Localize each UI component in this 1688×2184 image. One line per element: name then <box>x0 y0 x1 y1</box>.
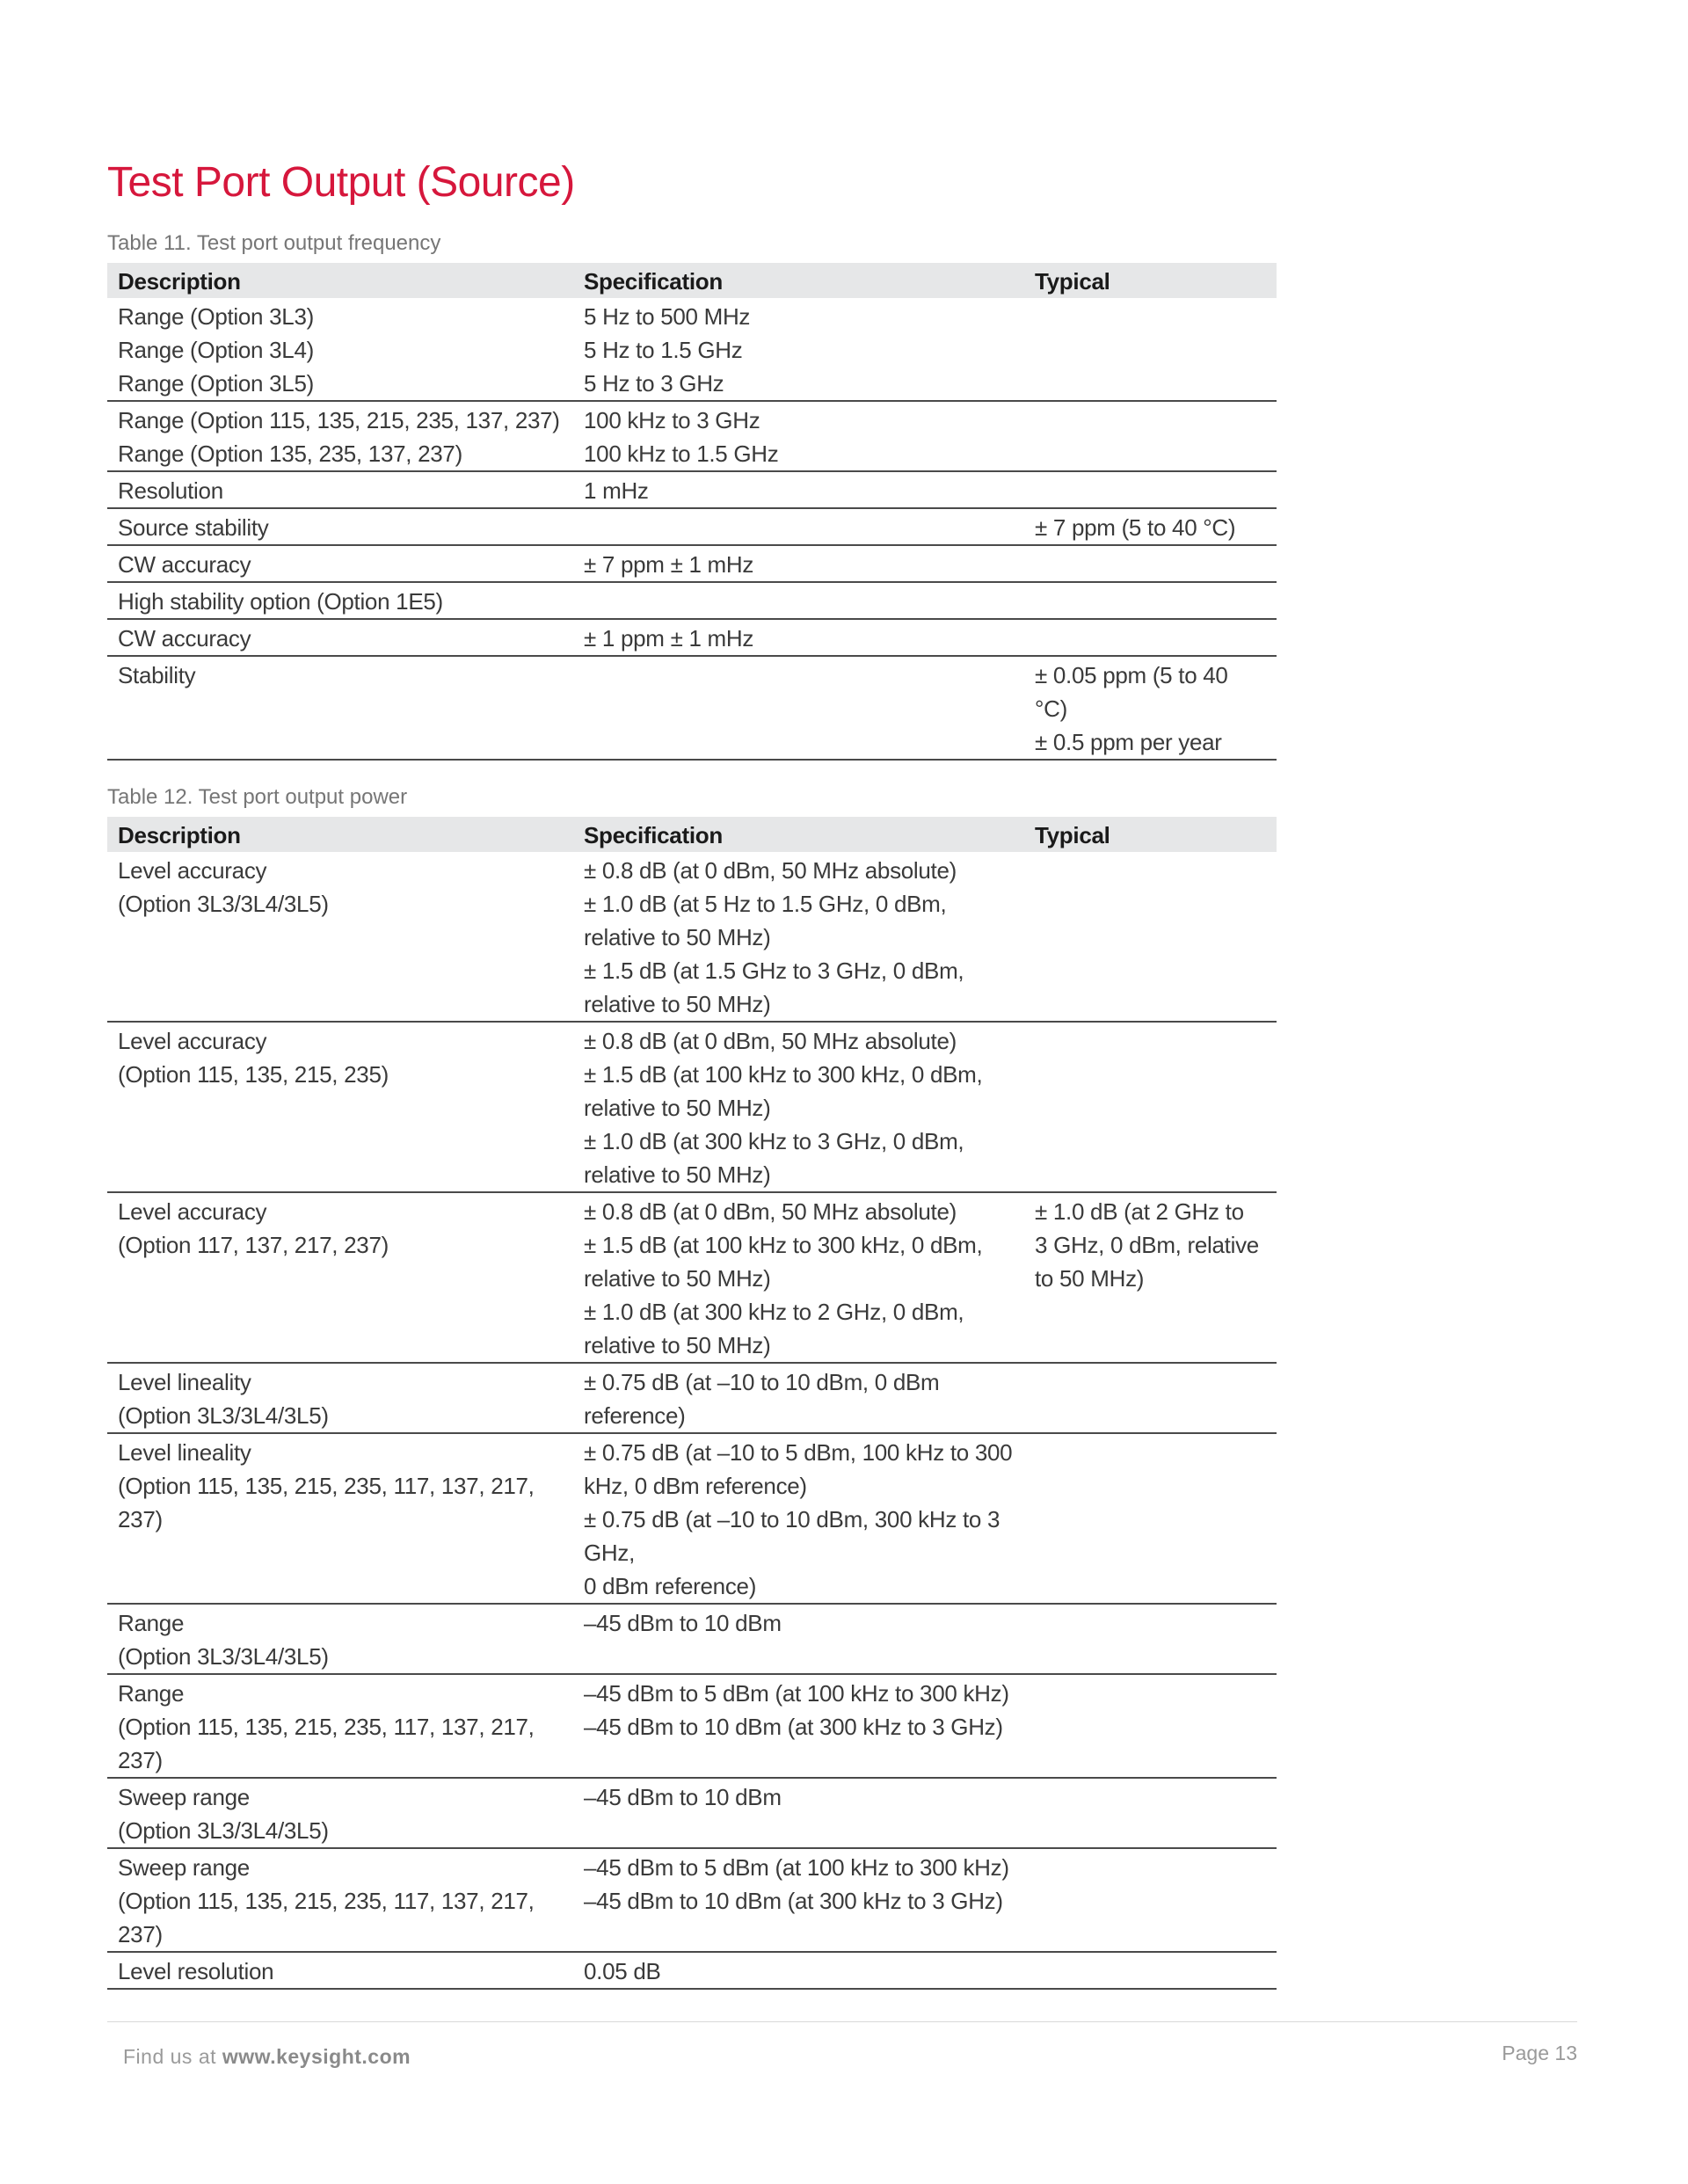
cell-line: reference) <box>584 1402 686 1429</box>
cell-line: Sweep range <box>118 1854 250 1881</box>
cell-line: relative to 50 MHz) <box>584 1332 771 1358</box>
cell-line: 1 mHz <box>584 477 649 504</box>
page-content <box>107 158 1277 2014</box>
table-row <box>107 1778 1277 1848</box>
specification-cell <box>573 508 1024 545</box>
cell-line: –45 dBm to 5 dBm (at 100 kHz to 300 kHz) <box>584 1854 1009 1881</box>
cell-line: ± 1.0 dB (at 5 Hz to 1.5 GHz, 0 dBm, <box>584 891 947 917</box>
cell-line: –45 dBm to 10 dBm <box>584 1784 782 1810</box>
cell-line: ± 1.5 dB (at 100 kHz to 300 kHz, 0 dBm, <box>584 1061 983 1088</box>
specification-cell <box>573 1674 1024 1778</box>
cell-line: 3 GHz, 0 dBm, relative <box>1035 1232 1259 1258</box>
specification-cell <box>573 1433 1024 1604</box>
table-header-row <box>107 263 1277 298</box>
cell-line: (Option 3L3/3L4/3L5) <box>118 1643 329 1670</box>
footer-prefix: Find us at <box>123 2045 222 2068</box>
specification-cell <box>573 1022 1024 1192</box>
table-row <box>107 401 1277 471</box>
table-row <box>107 471 1277 508</box>
cell-line: relative to 50 MHz) <box>584 991 771 1017</box>
description-cell <box>107 1674 573 1778</box>
cell-line: ± 1.5 dB (at 1.5 GHz to 3 GHz, 0 dBm, <box>584 957 964 984</box>
cell-line: (Option 3L3/3L4/3L5) <box>118 891 329 917</box>
column-header: Typical <box>1024 263 1277 298</box>
typical-cell <box>1024 619 1277 656</box>
description-cell <box>107 1192 573 1363</box>
typical-cell <box>1024 1778 1277 1848</box>
typical-cell <box>1024 508 1277 545</box>
cell-line: relative to 50 MHz) <box>584 924 771 950</box>
cell-line: ± 0.75 dB (at –10 to 10 dBm, 300 kHz to 3 <box>584 1506 1000 1532</box>
cell-line: 100 kHz to 3 GHz <box>584 407 760 433</box>
cell-line: (Option 117, 137, 217, 237) <box>118 1232 389 1258</box>
specification-cell <box>573 1952 1024 1989</box>
description-cell <box>107 1604 573 1674</box>
typical-cell <box>1024 582 1277 619</box>
cell-line: Level lineality <box>118 1439 251 1466</box>
cell-line: (Option 115, 135, 215, 235, 117, 137, 217, 237) <box>118 1473 535 1532</box>
table-row <box>107 1952 1277 1989</box>
cell-line: –45 dBm to 10 dBm (at 300 kHz to 3 GHz) <box>584 1714 1003 1740</box>
table-row <box>107 852 1277 1022</box>
table-row <box>107 656 1277 760</box>
specification-cell <box>573 471 1024 508</box>
typical-cell <box>1024 298 1277 401</box>
cell-line: CW accuracy <box>118 625 251 652</box>
cell-line: relative to 50 MHz) <box>584 1161 771 1188</box>
cell-line: CW accuracy <box>118 551 251 578</box>
typical-cell <box>1024 1604 1277 1674</box>
cell-line: Level accuracy <box>118 1198 267 1225</box>
description-cell <box>107 656 573 760</box>
cell-line: (Option 115, 135, 215, 235, 117, 137, 217, 237) <box>118 1888 535 1947</box>
specification-cell <box>573 582 1024 619</box>
table-row <box>107 1674 1277 1778</box>
cell-line: Resolution <box>118 477 223 504</box>
specification-cell <box>573 1848 1024 1952</box>
table-row <box>107 298 1277 401</box>
cell-line: ± 1.5 dB (at 100 kHz to 300 kHz, 0 dBm, <box>584 1232 983 1258</box>
cell-line: Range (Option 3L3) <box>118 303 314 330</box>
column-header: Specification <box>573 263 1024 298</box>
cell-line: 5 Hz to 3 GHz <box>584 370 724 397</box>
table-row <box>107 582 1277 619</box>
cell-line: –45 dBm to 10 dBm <box>584 1610 782 1636</box>
specification-cell <box>573 1604 1024 1674</box>
description-cell <box>107 1778 573 1848</box>
cell-line: –45 dBm to 10 dBm (at 300 kHz to 3 GHz) <box>584 1888 1003 1914</box>
cell-line: Range (Option 3L5) <box>118 370 314 397</box>
cell-line: ± 0.5 ppm per year <box>1035 729 1222 755</box>
cell-line: ± 0.8 dB (at 0 dBm, 50 MHz absolute) <box>584 857 957 884</box>
description-cell <box>107 508 573 545</box>
specification-cell <box>573 298 1024 401</box>
description-cell <box>107 1433 573 1604</box>
description-cell <box>107 545 573 582</box>
cell-line: ± 0.05 ppm (5 to 40 °C) <box>1035 662 1228 722</box>
cell-line: –45 dBm to 5 dBm (at 100 kHz to 300 kHz) <box>584 1680 1009 1707</box>
table-row <box>107 619 1277 656</box>
specification-cell <box>573 1778 1024 1848</box>
typical-cell <box>1024 656 1277 760</box>
cell-line: ± 1.0 dB (at 2 GHz to <box>1035 1198 1244 1225</box>
typical-cell <box>1024 471 1277 508</box>
column-header: Description <box>107 263 573 298</box>
page-title: Test Port Output (Source) <box>107 159 575 206</box>
cell-line: ± 0.8 dB (at 0 dBm, 50 MHz absolute) <box>584 1028 957 1054</box>
description-cell <box>107 619 573 656</box>
typical-cell <box>1024 1363 1277 1433</box>
footer-find-us <box>123 2045 411 2069</box>
cell-line: relative to 50 MHz) <box>584 1095 771 1121</box>
column-header: Typical <box>1024 817 1277 852</box>
typical-cell <box>1024 852 1277 1022</box>
cell-line: ± 7 ppm (5 to 40 °C) <box>1035 514 1236 541</box>
spec-table <box>107 263 1277 761</box>
typical-cell <box>1024 1433 1277 1604</box>
typical-cell <box>1024 1192 1277 1363</box>
cell-line: 100 kHz to 1.5 GHz <box>584 440 779 467</box>
cell-line: Level accuracy <box>118 1028 267 1054</box>
specification-cell <box>573 401 1024 471</box>
table-caption: Table 12. Test port output power <box>107 785 408 809</box>
cell-line: Level resolution <box>118 1958 274 1984</box>
cell-line: Range (Option 3L4) <box>118 337 314 363</box>
specification-cell <box>573 619 1024 656</box>
table-row <box>107 1192 1277 1363</box>
description-cell <box>107 1022 573 1192</box>
specification-cell <box>573 656 1024 760</box>
spec-tables <box>107 231 1277 1990</box>
cell-line: relative to 50 MHz) <box>584 1265 771 1292</box>
cell-line: 5 Hz to 500 MHz <box>584 303 751 330</box>
description-cell <box>107 1363 573 1433</box>
cell-line: ± 7 ppm ± 1 mHz <box>584 551 754 578</box>
description-cell <box>107 1952 573 1989</box>
column-header: Description <box>107 817 573 852</box>
typical-cell <box>1024 401 1277 471</box>
typical-cell <box>1024 1848 1277 1952</box>
cell-line: 0 dBm reference) <box>584 1573 757 1599</box>
table-row <box>107 1363 1277 1433</box>
description-cell <box>107 401 573 471</box>
cell-line: ± 0.75 dB (at –10 to 5 dBm, 100 kHz to 300 <box>584 1439 1013 1466</box>
typical-cell <box>1024 1674 1277 1778</box>
typical-cell <box>1024 1952 1277 1989</box>
cell-line: (Option 115, 135, 215, 235, 117, 137, 217, 237) <box>118 1714 535 1773</box>
description-cell <box>107 471 573 508</box>
cell-line: High stability option (Option 1E5) <box>118 588 443 615</box>
cell-line: Range (Option 115, 135, 215, 235, 137, 237) <box>118 407 560 433</box>
cell-line: (Option 3L3/3L4/3L5) <box>118 1817 329 1844</box>
cell-line: ± 0.8 dB (at 0 dBm, 50 MHz absolute) <box>584 1198 957 1225</box>
table-row <box>107 1604 1277 1674</box>
description-cell <box>107 1848 573 1952</box>
specification-cell <box>573 1192 1024 1363</box>
cell-line: ± 1.0 dB (at 300 kHz to 3 GHz, 0 dBm, <box>584 1128 964 1154</box>
typical-cell <box>1024 545 1277 582</box>
cell-line: GHz, <box>584 1540 636 1566</box>
cell-line: 0.05 dB <box>584 1958 661 1984</box>
specification-cell <box>573 1363 1024 1433</box>
cell-line: ± 0.75 dB (at –10 to 10 dBm, 0 dBm <box>584 1369 940 1395</box>
cell-line: Range <box>118 1610 185 1636</box>
footer-divider <box>107 2021 1577 2022</box>
table-row <box>107 1848 1277 1952</box>
description-cell <box>107 852 573 1022</box>
cell-line: Sweep range <box>118 1784 250 1810</box>
typical-cell <box>1024 1022 1277 1192</box>
cell-line: (Option 115, 135, 215, 235) <box>118 1061 389 1088</box>
description-cell <box>107 298 573 401</box>
table-row <box>107 1433 1277 1604</box>
table-row <box>107 508 1277 545</box>
specification-cell <box>573 545 1024 582</box>
cell-line: Range <box>118 1680 185 1707</box>
cell-line: Source stability <box>118 514 269 541</box>
table-header-row <box>107 817 1277 852</box>
cell-line: (Option 3L3/3L4/3L5) <box>118 1402 329 1429</box>
cell-line: Level lineality <box>118 1369 251 1395</box>
column-header: Specification <box>573 817 1024 852</box>
cell-line: 5 Hz to 1.5 GHz <box>584 337 743 363</box>
cell-line: ± 1.0 dB (at 300 kHz to 2 GHz, 0 dBm, <box>584 1299 964 1325</box>
table-row <box>107 1022 1277 1192</box>
cell-line: Level accuracy <box>118 857 267 884</box>
spec-table <box>107 817 1277 1990</box>
table-caption: Table 11. Test port output frequency <box>107 231 441 255</box>
footer-website-link[interactable]: www.keysight.com <box>222 2045 411 2068</box>
cell-line: Range (Option 135, 235, 137, 237) <box>118 440 462 467</box>
description-cell <box>107 582 573 619</box>
cell-line: ± 1 ppm ± 1 mHz <box>584 625 754 652</box>
specification-cell <box>573 852 1024 1022</box>
page-number: Page 13 <box>1502 2042 1577 2064</box>
cell-line: kHz, 0 dBm reference) <box>584 1473 807 1499</box>
cell-line: to 50 MHz) <box>1035 1265 1145 1292</box>
cell-line: Stability <box>118 662 196 688</box>
table-row <box>107 545 1277 582</box>
